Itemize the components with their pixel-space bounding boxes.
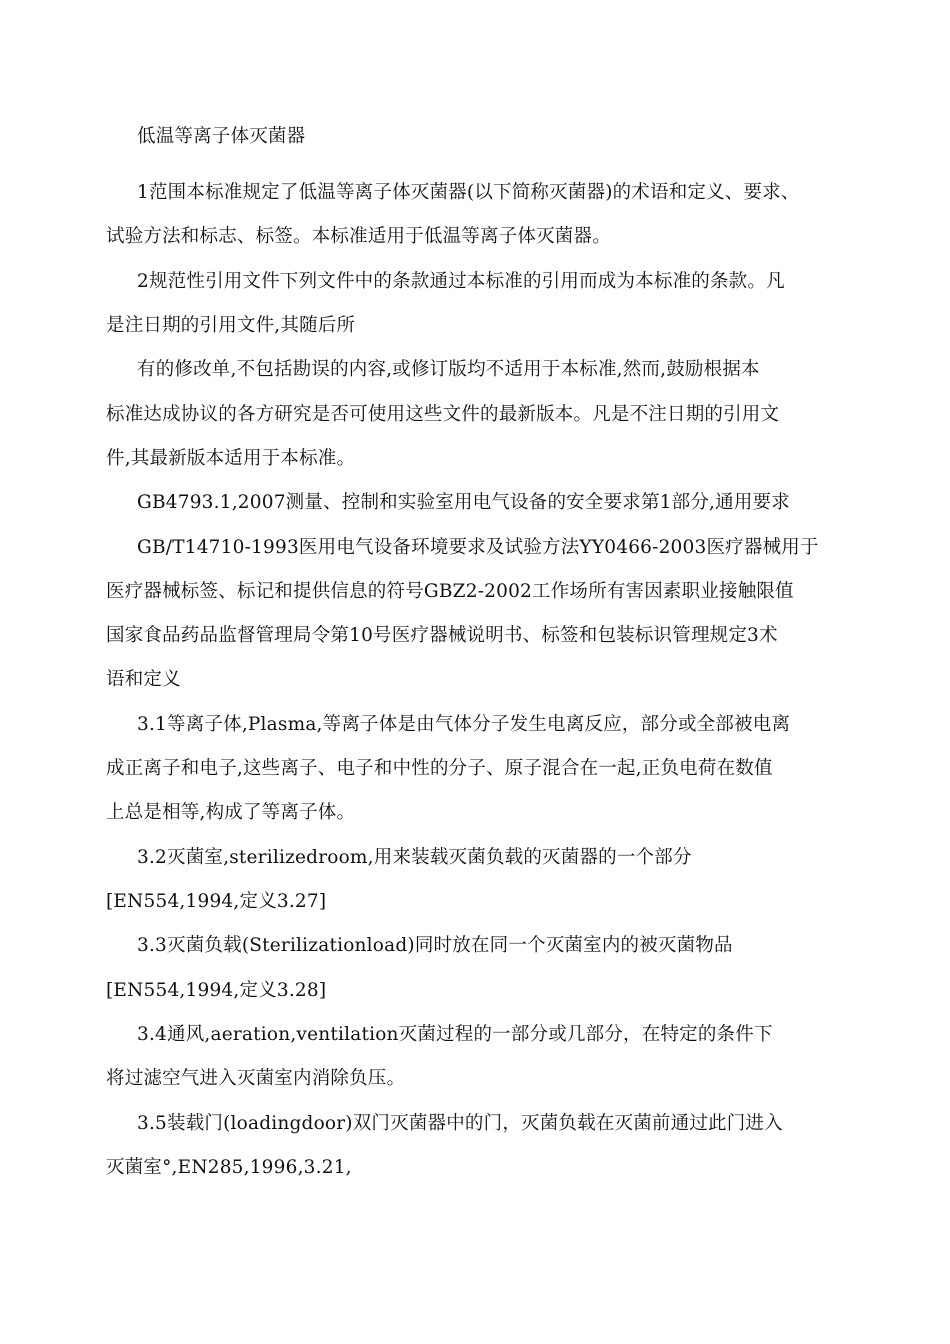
text-line: 2规范性引用文件下列文件中的条款通过本标准的引用而成为本标准的条款。凡 <box>137 271 785 292</box>
text-line: 成正离子和电子,这些离子、电子和中性的分子、原子混合在一起,正负电荷在数值 <box>106 758 773 779</box>
text-line: 3.4通风,aeration,ventilation灭菌过程的一部分或几部分，在特定的条件下 <box>137 1024 773 1045</box>
text-line: 医疗器械标签、标记和提供信息的符号GBZ2-2002工作场所有害因素职业接触限值 <box>106 581 794 602</box>
text-line: 上总是相等,构成了等离子体。 <box>106 802 356 823</box>
text-line: 语和定义 <box>106 669 181 690</box>
text-line: 标准达成协议的各方研究是否可使用这些文件的最新版本。凡是不注日期的引用文 <box>106 404 780 425</box>
text-line: 3.2灭菌室,sterilizedroom,用来装载灭菌负载的灭菌器的一个部分 <box>137 847 692 868</box>
text-line: 3.1等离子体,Plasma,等离子体是由气体分子发生电离反应，部分或全部被电离 <box>137 714 791 735</box>
text-line: 3.5装载门(loadingdoor)双门灭菌器中的门，灭菌负载在灭菌前通过此门进入 <box>137 1113 783 1134</box>
text-line: [EN554,1994,定义3.27] <box>106 891 327 912</box>
document-title: 低温等离子体灭菌器 <box>137 126 306 147</box>
text-line: 将过滤空气进入灭菌室内消除负压。 <box>106 1068 406 1089</box>
text-line: GB/T14710-1993医用电气设备环境要求及试验方法YY0466-2003医疗器械用于 <box>137 537 819 558</box>
text-line: 国家食品药品监督管理局令第10号医疗器械说明书、标签和包装标识管理规定3术 <box>106 625 778 646</box>
text-line: 灭菌室°,EN285,1996,3.21, <box>106 1157 352 1178</box>
text-line: 件,其最新版本适用于本标准。 <box>106 448 356 469</box>
text-line: [EN554,1994,定义3.28] <box>106 980 327 1001</box>
text-line: 1范围本标准规定了低温等离子体灭菌器(以下简称灭菌器)的术语和定义、要求、 <box>137 182 800 203</box>
text-line: 3.3灭菌负载(Sterilizationload)同时放在同一个灭菌室内的被灭菌物品 <box>137 935 733 956</box>
text-line: 是注日期的引用文件,其随后所 <box>106 315 356 336</box>
text-line: 有的修改单,不包括勘误的内容,或修订版均不适用于本标准,然而,鼓励根据本 <box>137 359 760 380</box>
text-line: GB4793.1,2007测量、控制和实验室用电气设备的安全要求第1部分,通用要求 <box>137 492 790 513</box>
text-line: 试验方法和标志、标签。本标准适用于低温等离子体灭菌器。 <box>106 226 611 247</box>
